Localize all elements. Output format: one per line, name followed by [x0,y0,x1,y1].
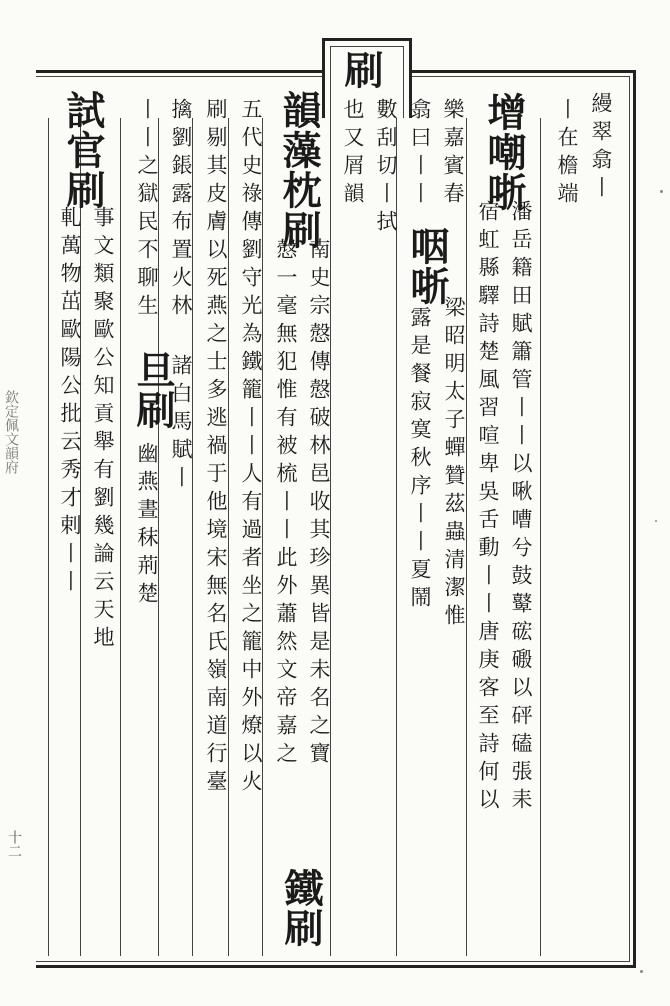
column-rule [396,118,397,956]
text-column-12: 慤一毫無犯惟有被梳丨丨此外蕭然文帝嘉之 [274,238,298,770]
paper-speck [660,190,663,193]
entry-heading-danshua: 旦刷 [130,350,176,430]
text-column-9: 數刮切丨拭 [374,98,398,238]
text-column-15: 擒劉鋹露布置火林 [169,98,193,322]
headword-character: 刷 [338,50,384,90]
entry-heading-shiguan: 試官刷 [60,90,106,210]
paper-speck [655,520,657,522]
text-column-2: 丨在檐端 [555,98,579,210]
entry-heading-tieshua: 鐵刷 [278,868,324,948]
column-rule [228,118,229,956]
text-column-5: 樂嘉賓春 [441,98,465,210]
text-column-17: 諸白馬賦丨 [169,354,193,494]
text-column-16: 丨丨之獄民不聊生 [135,98,159,322]
column-rule [466,118,467,956]
page-number: 十二 [6,830,22,858]
entry-heading-chaozha: 增嘲哳 [481,92,527,212]
entry-heading-yanzha: 咽哳 [404,226,450,306]
text-column-11: 南史宗慤傳慤破林邑收其珍異皆是未名之寶 [307,238,331,770]
book-edge [0,60,30,900]
column-rule [540,118,541,956]
text-column-14: 刷剔其皮膚以死燕之士多逃禍于他境宋無名氏嶺南道行臺 [204,98,228,798]
text-column-7: 梁昭明太子蟬贊茲蟲清潔惟 [442,296,466,632]
text-column-6: 翕曰丨丨 [408,98,432,210]
edge-title: 欽定佩文韻府 [3,390,19,474]
text-column-19: 事文類聚歐公知貢舉有劉幾論云天地 [91,206,115,654]
text-column-18: 幽燕晝秣荊楚 [135,442,159,610]
column-rule [48,118,49,956]
paper-speck [640,970,643,973]
text-column-1: 縵翠翕丨 [589,92,613,204]
entry-heading-yunzao: 韻藻枕刷 [276,90,322,250]
text-column-4: 宿虹縣驛詩楚風習喧卑吳舌動丨丨唐庚客至詩何以 [476,200,500,816]
text-column-3: 潘岳籍田賦簫管丨丨以啾嘈兮鼓鼙硡磤以砰磕張耒 [509,200,533,816]
text-column-10: 也又屑韻 [341,98,365,210]
text-column-8: 露是餐寂寞秋序丨丨夏鬧 [408,306,432,614]
text-column-20: 軋萬物茁歐陽公批云秀才剌丨丨 [58,206,82,598]
column-rule [120,118,121,956]
text-column-13: 五代史祿傳劉守光為鐵籠丨丨人有過者坐之籠中外燎以火 [239,98,263,798]
